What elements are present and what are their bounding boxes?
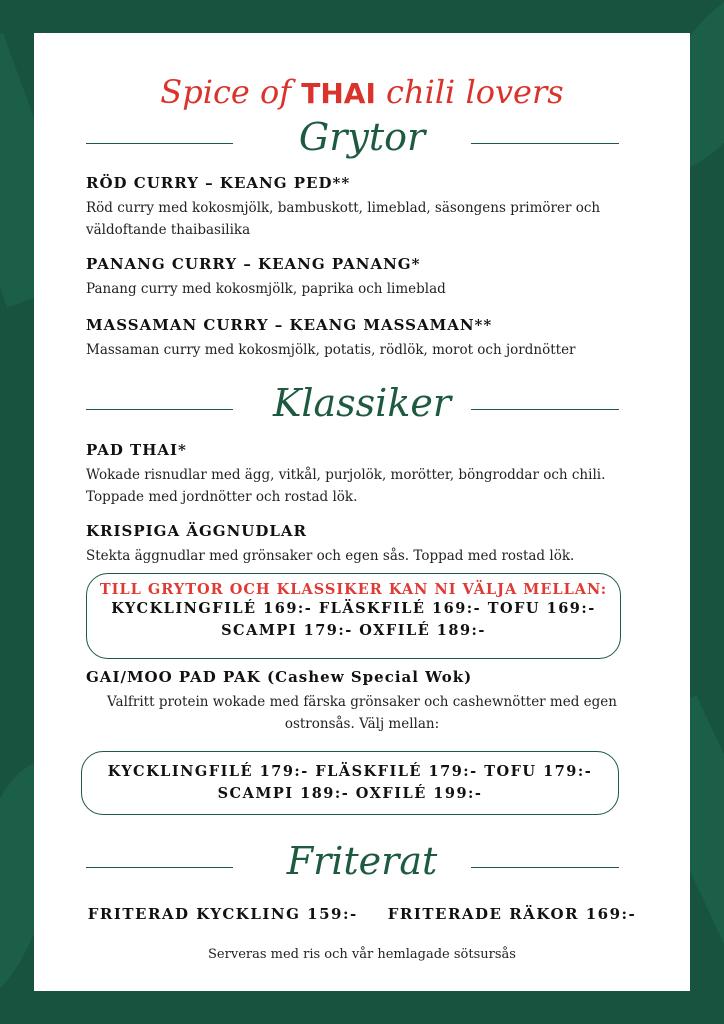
dish-description: Valfritt protein wokade med färska grönsaker och cashewnötter med egen ostronsås. Välj mellan:	[107, 694, 617, 732]
fried-items-line	[34, 905, 690, 923]
price-line: KYCKLINGFILÉ 179:- FLÄSKFILÉ 179:- TOFU 179:-	[107, 763, 593, 780]
section-title-klassiker: Klassiker	[272, 381, 452, 425]
price-line: SCAMPI 189:- OXFILÉ 199:-	[217, 785, 483, 802]
dish-name: MASSAMAN CURRY – KEANG MASSAMAN**	[86, 316, 493, 334]
menu-card	[34, 33, 690, 991]
dish-name: PANANG CURRY – KEANG PANANG*	[86, 255, 421, 273]
price-line: KYCKLINGFILÉ 169:- FLÄSKFILÉ 169:- TOFU 169:-	[111, 600, 596, 617]
fried-item: FRITERAD KYCKLING 159:-	[87, 905, 358, 923]
dish-description: Röd curry med kokosmjölk, bambuskott, limeblad, säsongens primörer och väldoftande thaibasilika	[86, 200, 601, 238]
dish-name: GAI/MOO PAD PAK (Cashew Special Wok)	[86, 668, 473, 686]
dish-name: PAD THAI*	[86, 441, 187, 459]
restaurant-title: Spice of THAI chili lovers	[160, 73, 564, 111]
dish-description: Massaman curry med kokosmjölk, potatis, rödlök, morot och jordnötter	[86, 342, 576, 358]
price-line: SCAMPI 179:- OXFILÉ 189:-	[221, 622, 486, 639]
section-title-friterat: Friterat	[286, 839, 438, 883]
protein-choice-box	[81, 751, 619, 815]
footer-note: Serveras med ris och vår hemlagade sötsursås	[208, 947, 516, 962]
fried-item: FRITERADE RÄKOR 169:-	[387, 905, 637, 923]
dish-description: Wokade risnudlar med ägg, vitkål, purjolök, morötter, böngroddar och chili. Toppade med jordnötter och rostad lök.	[86, 467, 606, 505]
protein-choice-box	[86, 573, 621, 659]
dish-name: RÖD CURRY – KEANG PED**	[86, 174, 351, 192]
choice-note: TILL GRYTOR OCH KLASSIKER KAN NI VÄLJA MELLAN:	[99, 581, 608, 598]
section-title-grytor: Grytor	[298, 115, 426, 159]
dish-description: Panang curry med kokosmjölk, paprika och limeblad	[86, 281, 446, 297]
dish-name: KRISPIGA ÄGGNUDLAR	[86, 522, 308, 540]
dish-description: Stekta äggnudlar med grönsaker och egen sås. Toppad med rostad lök.	[86, 548, 575, 564]
